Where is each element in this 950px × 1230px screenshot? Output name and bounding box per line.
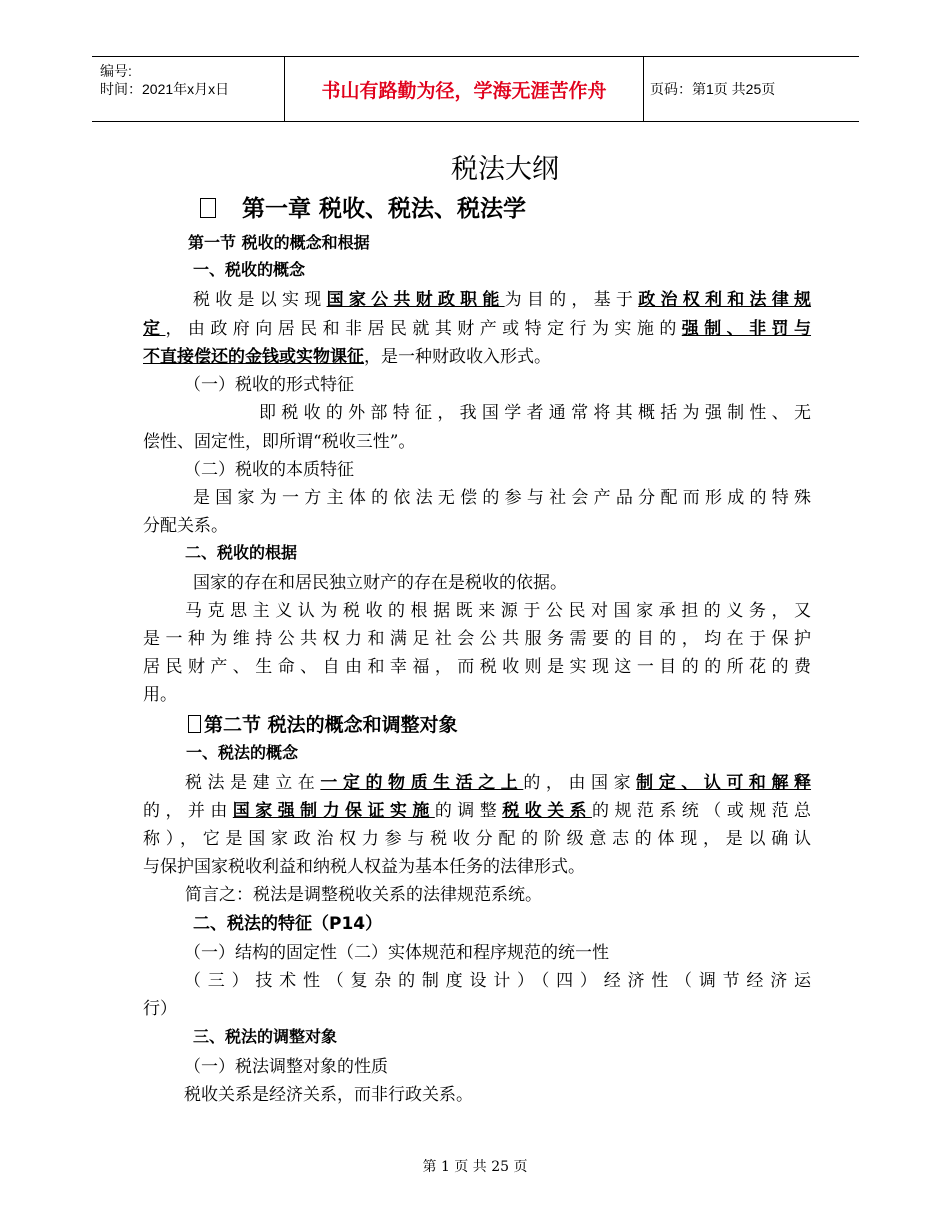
missing-glyph-icon [188, 715, 201, 733]
emphasis-text: 税收关系 [502, 801, 592, 821]
paragraph-line: 税法是建立在一定的物质生活之上的，由国家制定、认可和解释 [185, 773, 812, 793]
chapter-heading [200, 190, 526, 223]
paragraph-line: （一）结构的固定性（二）实体规范和程序规范的统一性 [184, 943, 609, 963]
text-run: 税收是以实现 [193, 290, 327, 310]
emphasis-text: 国家强制力保证实施 [232, 801, 435, 821]
emphasis-text: 一定的物质生活之上 [320, 773, 524, 793]
paragraph-line [143, 342, 551, 367]
header-meta [92, 57, 284, 121]
text-run: ，由政府向居民和非居民就其财产或特定行为实施的 [165, 319, 682, 339]
subsection-item: （一）税法调整对象的性质 [184, 1057, 388, 1077]
paragraph-line: 简言之：税法是调整税收关系的法律规范系统。 [185, 885, 542, 905]
time-label: 时间：2021年x月x日 [100, 81, 230, 97]
paragraph-line: （三）技术性（复杂的制度设计）（四）经济性（调节经济运 [184, 971, 811, 991]
emphasis-text: 制定、认可和解释 [636, 773, 812, 793]
page-header [92, 56, 859, 122]
page-indicator: 页码：第1页 共25页 [650, 81, 776, 97]
text-run: 为目的，基于 [504, 290, 639, 310]
section-heading: 第一节 税收的概念和根据 [188, 233, 370, 252]
header-divider [643, 57, 644, 121]
subsection-heading: 二、税收的根据 [185, 543, 298, 562]
section-heading: 第二节 税法的概念和调整对象 [188, 710, 458, 737]
subsection-heading: 三、税法的调整对象 [193, 1027, 338, 1046]
paragraph-line: 即税收的外部特征，我国学者通常将其概括为强制性、无 [259, 403, 811, 423]
paragraph-line: 称），它是国家政治权力参与税收分配的阶级意志的体现，是以确认 [143, 829, 811, 849]
emphasis-text: 政治权利和法律规 [638, 290, 812, 310]
paragraph-line: 分配关系。 [143, 516, 228, 536]
subsection-item: （一）税收的形式特征 [184, 375, 354, 395]
paragraph-line: 行） [143, 999, 177, 1019]
text-run: ，是一种财政收入形式。 [364, 347, 551, 367]
subsection-heading: 一、税收的概念 [193, 260, 306, 279]
subsection-heading: 二、税法的特征（P14） [193, 914, 383, 934]
paragraph-line: 是一种为维持公共权力和满足社会公共服务需要的目的，均在于保护 [143, 629, 811, 649]
number-label: 编号: [100, 63, 132, 79]
emphasis-text: 定 [143, 319, 166, 339]
paragraph-line: 国家的存在和居民独立财产的存在是税收的依据。 [193, 573, 567, 593]
paragraph-line [143, 314, 811, 339]
subsection-item: （二）税收的本质特征 [184, 460, 354, 480]
paragraph-line: 与保护国家税收利益和纳税人权益为基本任务的法律形式。 [143, 857, 585, 877]
paragraph-line: 是国家为一方主体的依法无偿的参与社会产品分配而形成的特殊 [193, 488, 811, 508]
page-footer: 第 1 页 共 25 页 [422, 1159, 528, 1175]
subsection-heading: 一、税法的概念 [186, 743, 299, 762]
emphasis-text: 强制、非罚与 [681, 319, 812, 339]
paragraph-line: 用。 [143, 685, 177, 705]
paragraph-line: 的，并由国家强制力保证实施的调整税收关系的规范系统（或规范总 [143, 801, 812, 821]
paragraph-line: 偿性、固定性，即所谓“税收三性”。 [143, 432, 416, 452]
document-title: 税法大纲 [451, 154, 559, 185]
paragraph-line [143, 285, 811, 310]
paragraph-line: 马克思主义认为税收的根据既来源于公民对国家承担的义务，又 [185, 601, 811, 621]
emphasis-text: 不直接偿还的金钱或实物课征 [143, 347, 364, 367]
chapter-title: 第一章 税收、税法、税法学 [242, 196, 527, 222]
missing-glyph-icon [200, 198, 216, 218]
emphasis-text: 国家公共财政职能 [326, 290, 505, 310]
paragraph-line: 居民财产、生命、自由和幸福，而税收则是实现这一目的的所花的费 [143, 657, 811, 677]
header-motto: 书山有路勤为径，学海无涯苦作舟 [321, 79, 607, 102]
paragraph-line: 税收关系是经济关系，而非行政关系。 [184, 1085, 473, 1105]
